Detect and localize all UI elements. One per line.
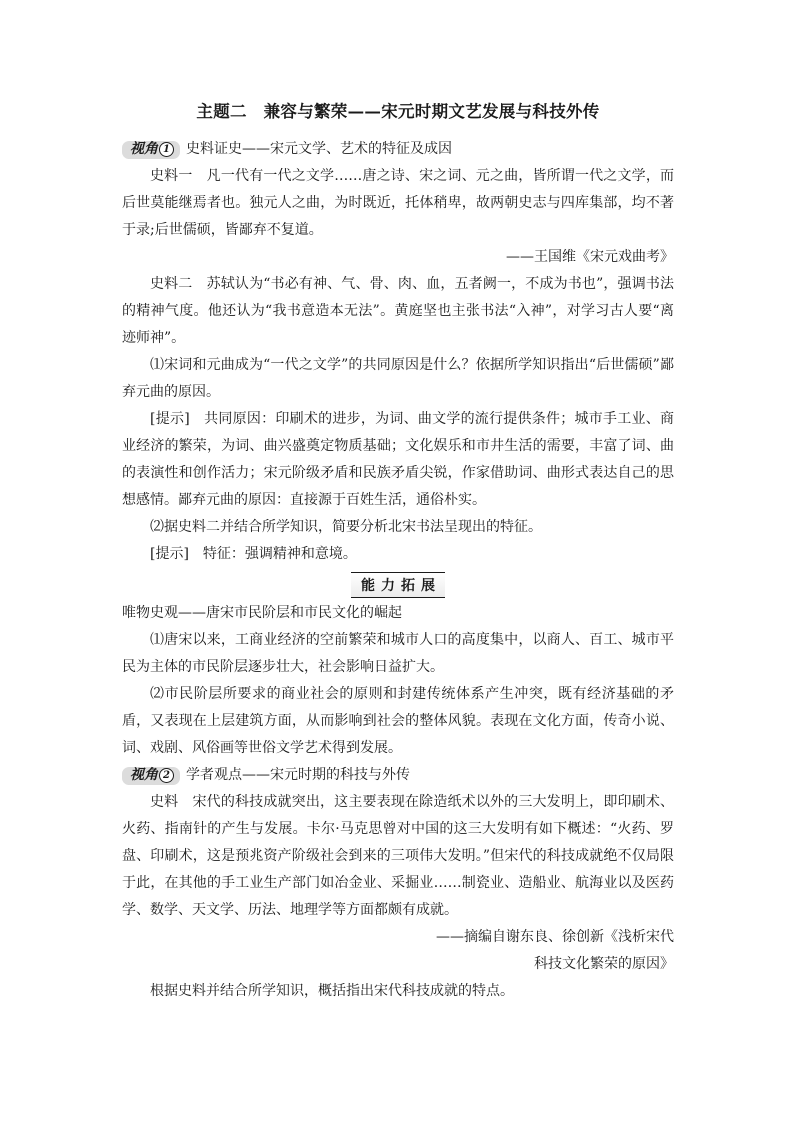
angle-1-heading-row (122, 136, 674, 163)
document-content (122, 98, 674, 1005)
source-1-citation: ——王国维《宋元戏曲考》 (506, 249, 674, 265)
extension-heading: 唯物史观——唐宋市民阶层和市民文化的崛起 (122, 605, 402, 621)
angle-1-badge-number: 1 (159, 142, 174, 157)
angle-2-badge-label: 视角 (130, 767, 158, 783)
extension-point-1: ⑴唐宋以来，工商业经济的空前繁荣和城市人口的高度集中，以商人、百工、城市平民为主体的市民阶层逐步壮大，社会影响日益扩大。 (122, 632, 674, 675)
answer-1: [提示] 共同原因：印刷术的进步，为词、曲文学的流行提供条件；城市手工业、商业经济的繁荣，为词、曲兴盛奠定物质基础；文化娱乐和市井生活的需要，丰富了词、曲的表演性和创作活力；宋元阶级矛盾和民族矛盾尖锐，作家借助词、曲形式表达自己的思想感情。鄙弃元曲的原因：直接源于百姓生活，通俗朴实。 (122, 411, 674, 508)
extension-banner: 能力拓展 (351, 572, 445, 598)
angle-2-badge-number: 2 (159, 768, 174, 783)
question-3: 根据史料并结合所学知识，概括指出宋代科技成就的特点。 (150, 983, 514, 999)
angle-2-heading: 学者观点——宋元时期的科技与外传 (186, 767, 410, 783)
question-2: ⑵据史料二并结合所学知识，简要分析北宋书法呈现出的特征。 (150, 519, 542, 535)
source-3-citation-line-1: ——摘编自谢东良、徐创新《浅析宋代 (436, 929, 674, 945)
source-1-text: 史料一 凡一代有一代之文学……唐之诗、宋之词、元之曲，皆所谓一代之文学，而后世莫能继焉者也。独元人之曲，为时既近，托体稍卑，故两朝史志与四库集部，均不著于录;后世儒硕，皆鄙弃不复道。 (122, 168, 674, 238)
extension-point-2: ⑵市民阶层所要求的商业社会的原则和封建传统体系产生冲突，既有经济基础的矛盾，又表现在上层建筑方面，从而影响到社会的整体风貌。表现在文化方面，传奇小说、词、戏剧、风俗画等世俗文学艺术得到发展。 (122, 686, 674, 756)
angle-2-heading-row (122, 762, 674, 789)
source-3-text: 史料 宋代的科技成就突出，这主要表现在除造纸术以外的三大发明上，即印刷术、火药、指南针的产生与发展。卡尔·马克思曾对中国的这三大发明有如下概述：“火药、罗盘、印刷术，这是预兆资产阶级社会到来的三项伟大发明。”但宋代的科技成就绝不仅局限于此，在其他的手工业生产部门如冶金业、采掘业……制瓷业、造船业、航海业以及医药学、数学、天文学、历法、地理学等方面都颇有成就。 (122, 794, 674, 918)
page-title: 主题二 兼容与繁荣——宋元时期文艺发展与科技外传 (196, 102, 600, 121)
angle-2-badge (122, 767, 180, 785)
angle-1-heading: 史料证史——宋元文学、艺术的特征及成因 (186, 141, 452, 157)
angle-1-badge (122, 141, 180, 159)
angle-1-badge-label: 视角 (130, 141, 158, 157)
question-1: ⑴宋词和元曲成为“一代之文学”的共同原因是什么？依据所学知识指出“后世儒硕”鄙弃元曲的原因。 (122, 357, 674, 400)
extension-banner-wrap (122, 572, 674, 598)
answer-2: [提示] 特征：强调精神和意境。 (150, 546, 357, 562)
source-2-text: 史料二 苏轼认为“书必有神、气、骨、肉、血，五者阙一，不成为书也”，强调书法的精神气度。他还认为“我书意造本无法”。黄庭坚也主张书法“入神”，对学习古人要“离迹师神”。 (122, 276, 674, 346)
source-3-citation-line-2: 科技文化繁荣的原因》 (534, 956, 674, 972)
